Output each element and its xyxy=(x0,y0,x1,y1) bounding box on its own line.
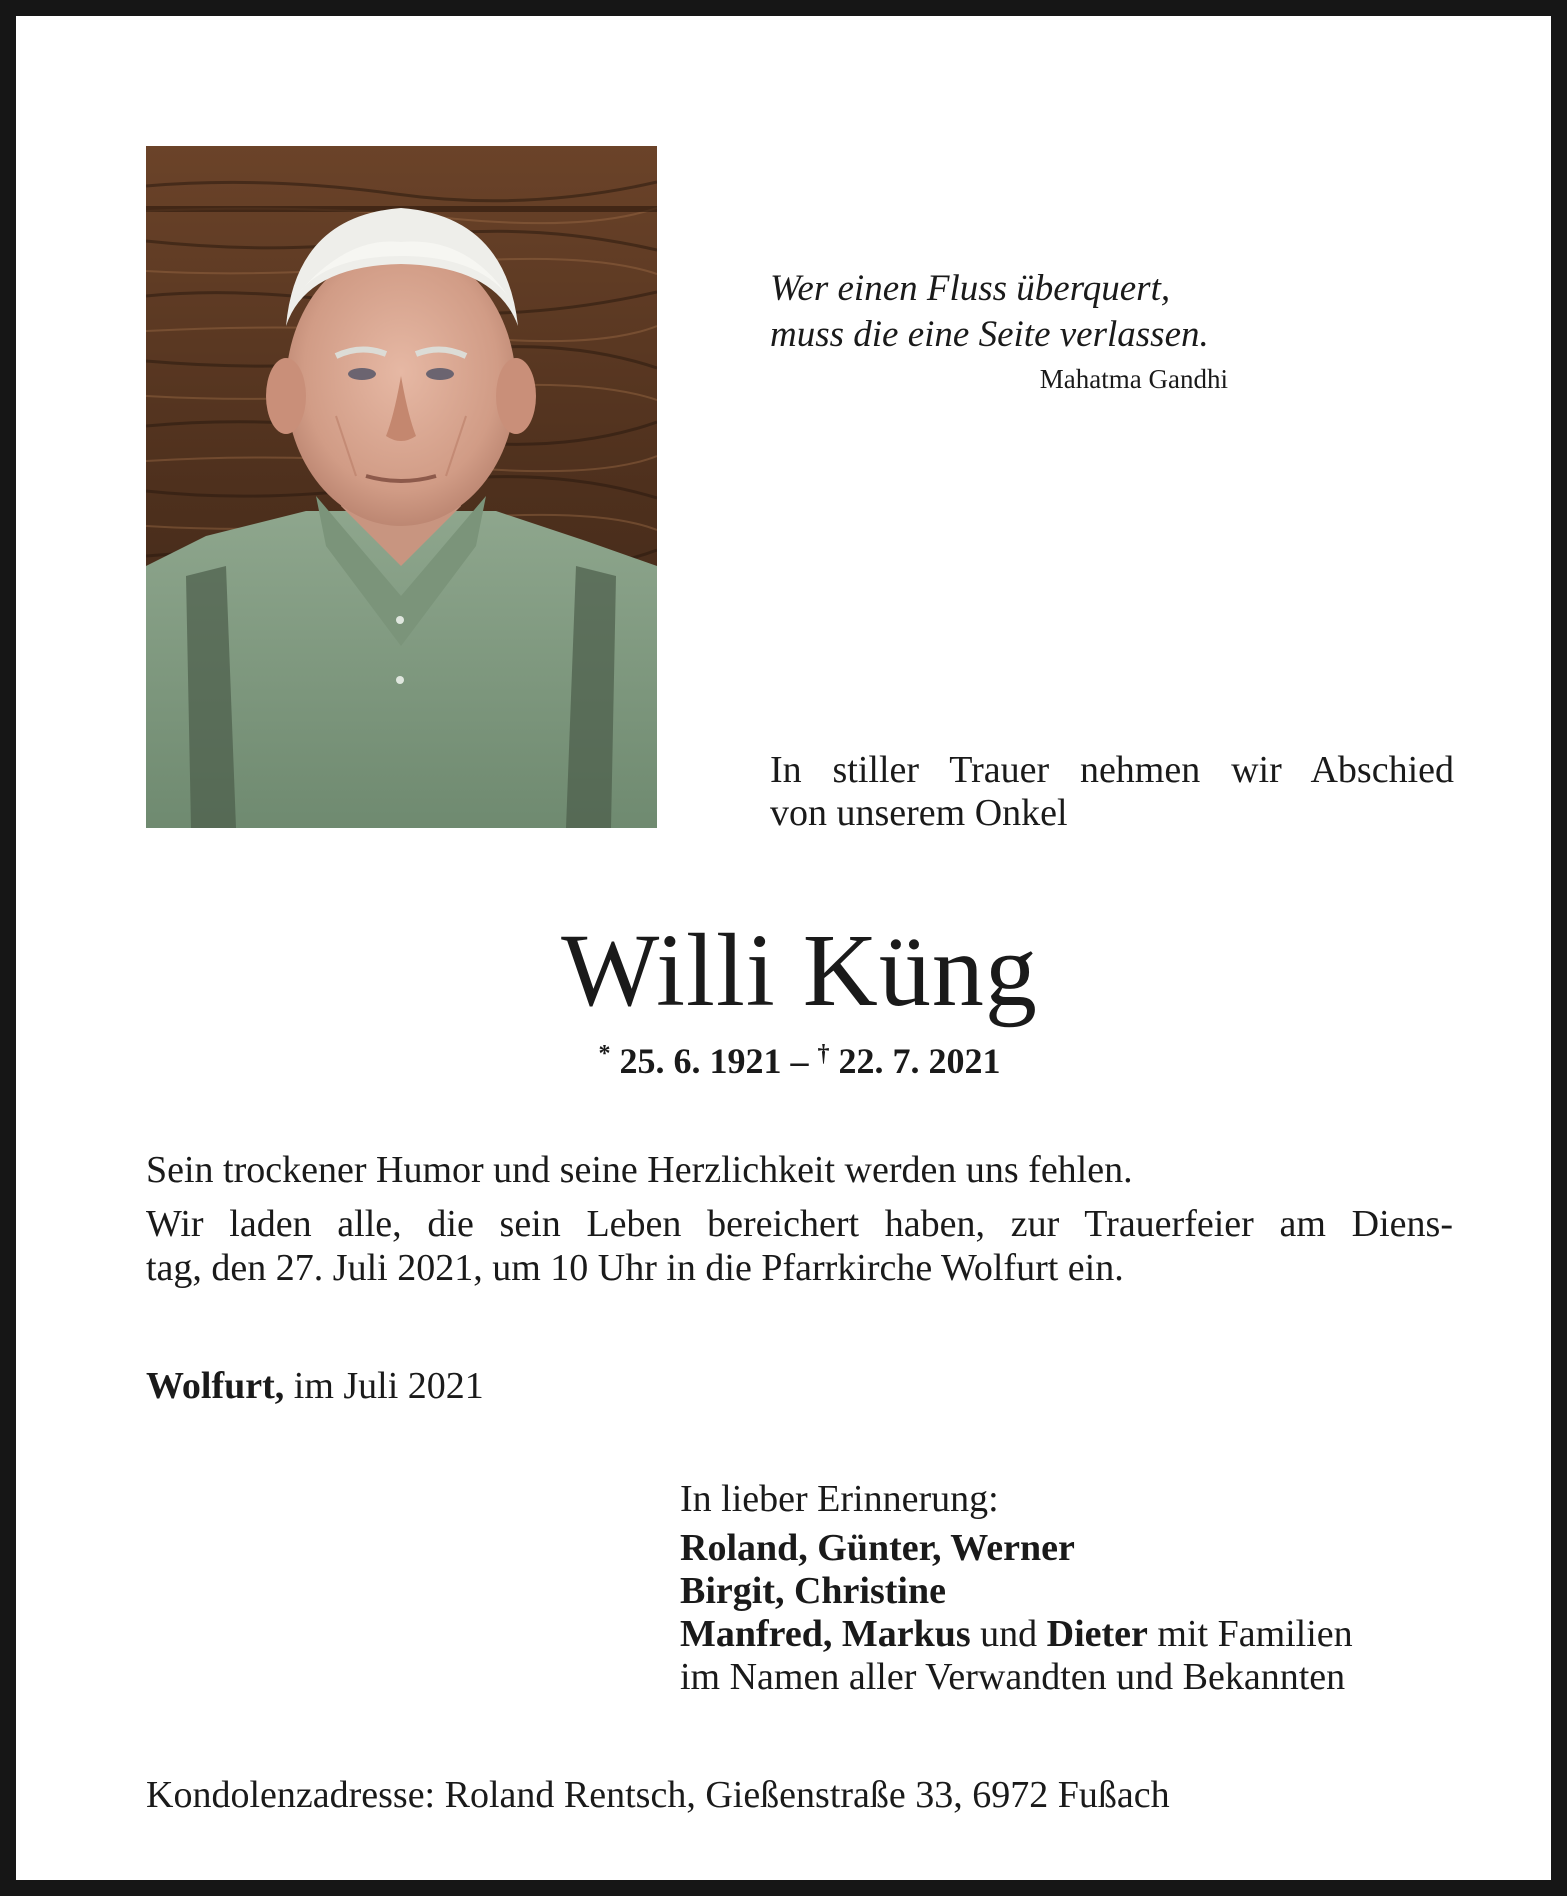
deceased-name: Willi Küng xyxy=(561,913,1038,1028)
memory-names: Roland, Günter, Werner xyxy=(680,1527,1075,1569)
death-date: 22. 7. 2021 xyxy=(838,1041,1001,1081)
memory-names-line xyxy=(680,1613,1460,1656)
memory-names: Dieter xyxy=(1046,1613,1148,1655)
condolence-address: Kondolenzadresse: Roland Rentsch, Gießenstraße 33, 6972 Fußach xyxy=(146,1774,1170,1816)
intro-line: von unserem Onkel xyxy=(770,792,1068,834)
memory-heading: In lieber Erinnerung: xyxy=(680,1478,999,1520)
quote xyxy=(770,266,1290,358)
memory-names: Manfred, Markus xyxy=(680,1613,971,1655)
place-town: Wolfurt, xyxy=(146,1365,285,1407)
portrait-photo xyxy=(146,146,657,828)
intro-line: In stiller Trauer nehmen wir Abschied xyxy=(770,749,1454,791)
quote-author: Mahatma Gandhi xyxy=(1039,364,1228,394)
birth-date: 25. 6. 1921 xyxy=(619,1041,782,1081)
place-date-text: im Juli 2021 xyxy=(293,1365,484,1407)
memory-suffix: mit Familien xyxy=(1157,1613,1353,1655)
message-line: Wir laden alle, die sein Leben bereichert haben, zur Trauerfeier am Diens- xyxy=(146,1203,1453,1245)
intro-text xyxy=(770,749,1454,835)
message-text xyxy=(146,1148,1453,1290)
message-line: tag, den 27. Juli 2021, um 10 Uhr in die Pfarrkirche Wolfurt ein. xyxy=(146,1247,1124,1289)
memory-closing: im Namen aller Verwandten und Bekannten xyxy=(680,1656,1346,1698)
life-dates xyxy=(16,1040,1567,1082)
quote-line: Wer einen Fluss überquert, xyxy=(770,268,1171,309)
portrait-illustration xyxy=(146,146,657,828)
place-date xyxy=(146,1364,484,1408)
death-symbol: † xyxy=(817,1041,830,1067)
memory-names: Birgit, Christine xyxy=(680,1570,946,1612)
date-separator: – xyxy=(790,1041,809,1081)
message-line: Sein trockener Humor und seine Herzlichkeit werden uns fehlen. xyxy=(146,1149,1133,1191)
memory-block xyxy=(680,1478,1460,1699)
birth-symbol: * xyxy=(598,1041,611,1067)
quote-line: muss die eine Seite verlassen. xyxy=(770,314,1209,355)
memory-conjunction: und xyxy=(980,1613,1038,1655)
